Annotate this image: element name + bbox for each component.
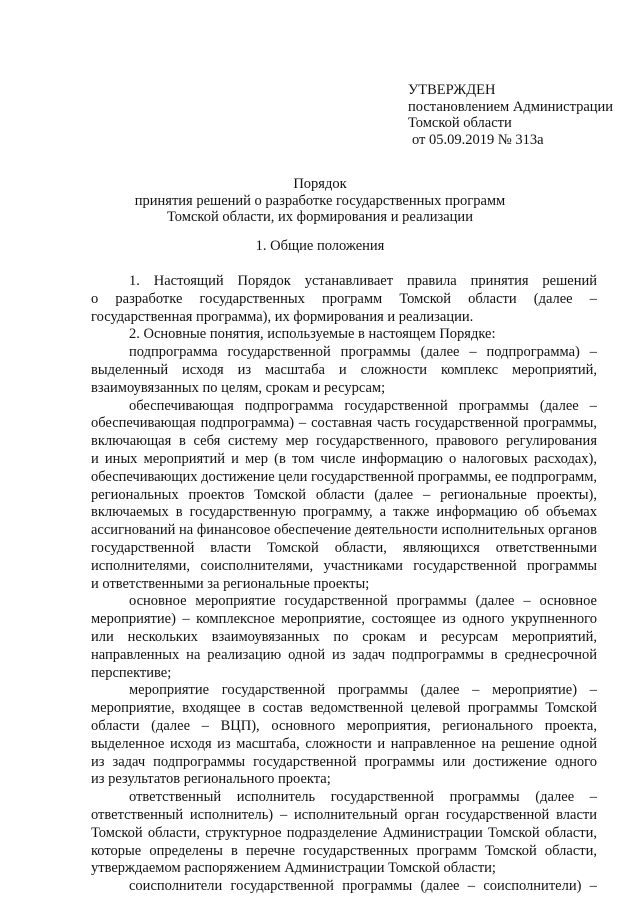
text-line: 2. Основные понятия, используемые в настоящем Порядке: [129, 326, 496, 343]
text-line: утверждаемом распоряжением Администрации Томской области; [91, 860, 496, 877]
text-line: взаимоувязанных по целям, срокам и ресурсам; [91, 379, 386, 396]
text-line: из задач подпрограммы государственной программы или достижение одного [91, 753, 597, 770]
title-line: принятия решений о разработке государственных программ [134, 192, 506, 209]
approval-date: от 05.09.2019 № 313а [412, 131, 544, 148]
text-line: о разработке государственных программ Томской области (далее – [91, 290, 597, 307]
body-text [91, 273, 597, 896]
text-line: области (далее – ВЦП), основного мероприятия, регионального проекта, [91, 717, 597, 734]
title-line: Порядок [293, 176, 347, 192]
text-line: из результатов регионального проекта; [91, 771, 331, 788]
text-line: исполнителями, соисполнителями, участниками государственной программы [91, 557, 597, 574]
approval-line: Томской области [408, 115, 512, 131]
approval-block [408, 82, 613, 148]
document-title [0, 176, 640, 226]
text-line: обеспечивающих достижение цели государственной программы, ее подпрограмм, [91, 468, 597, 485]
text-line: включающая в себя систему мер государственного, правового регулирования [91, 433, 597, 450]
approval-line: постановлением Администрации [408, 98, 614, 115]
text-line: подпрограмма государственной программы (далее – подпрограмма) – [129, 344, 597, 361]
text-line: мероприятие государственной программы (далее – мероприятие) – [129, 682, 597, 699]
text-line: или нескольких взаимоувязанных по срокам и ресурсам мероприятий, [91, 628, 597, 645]
section-heading: 1. Общие положения [255, 238, 385, 254]
text-line: государственная программа), их формирования и реализации. [91, 308, 474, 325]
text-line: выделенный исходя из масштаба и сложности комплекс мероприятий, [91, 361, 597, 378]
text-line: 1. Настоящий Порядок устанавливает правила принятия решений [129, 273, 597, 289]
text-line: мероприятие, входящее в состав ведомственной целевой программы Томской [91, 700, 597, 717]
text-line: ответственный исполнитель государственной программы (далее – [129, 789, 597, 806]
title-line: Томской области, их формирования и реализации [167, 209, 473, 225]
text-line: направленных на реализацию одной из задач подпрограммы в среднесрочной [91, 646, 597, 663]
text-line: государственной власти Томской области, являющихся ответственными [91, 539, 597, 556]
text-line: мероприятие) – комплексное мероприятие, состоящее из одного укрупненного [91, 611, 597, 628]
text-line: и ответственными за региональные проекты; [91, 575, 370, 592]
text-line: обеспечивающая подпрограмма государственной программы (далее – [129, 397, 597, 414]
text-line: включаемых в государственную программу, а также информацию об объемах [91, 504, 597, 521]
text-line: соисполнители государственной программы (далее – соисполнители) – [129, 878, 597, 895]
text-line: ответственный исполнитель) – исполнительный орган государственной власти [91, 806, 597, 823]
text-line: обеспечивающая подпрограмма) – составная часть государственной программы, [91, 415, 597, 432]
text-line: ассигнований на финансовое обеспечение деятельности исполнительных органов [91, 522, 597, 539]
text-line: перспективе; [91, 664, 172, 681]
text-line: основное мероприятие государственной программы (далее – основное [129, 593, 597, 610]
text-line: Томской области, структурное подразделение Администрации Томской области, [91, 824, 597, 841]
text-line: выделенное исходя из масштаба, сложности и направленное на решение одной [91, 735, 597, 752]
text-line: региональных проектов Томской области (далее – региональные проекты), [91, 486, 597, 503]
text-line: и иных мероприятий и мер (в том числе информацию о налоговых расходах), [91, 450, 597, 467]
text-line: которые определены в перечне государственных программ Томской области, [91, 842, 597, 859]
approval-heading: УТВЕРЖДЕН [408, 82, 496, 98]
